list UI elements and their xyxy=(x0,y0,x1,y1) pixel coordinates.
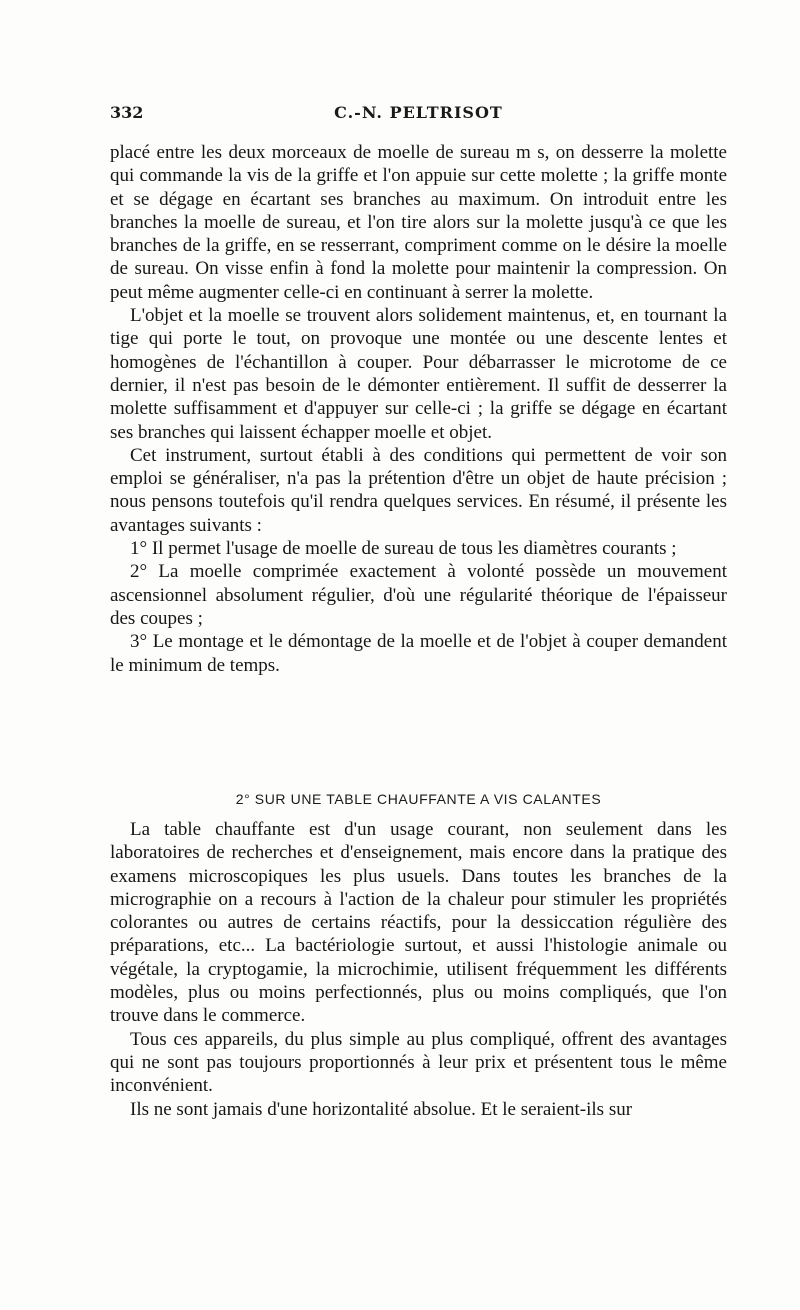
paragraph: Cet instrument, surtout établi à des conditions qui permettent de voir son emploi se généraliser, n'a pas la prétention d'être un objet de haute précision ; nous pensons toutefois qu'il rendra quelques services. En résumé, il présente les avantages suivants : xyxy=(110,444,727,536)
paragraph: Ils ne sont jamais d'une horizontalité absolue. Et le seraient-ils sur xyxy=(130,1098,633,1120)
section-title: 2° SUR UNE TABLE CHAUFFANTE A VIS CALANTES xyxy=(235,791,602,807)
page-header xyxy=(110,103,727,129)
list-item: 3° Le montage et le démontage de la moelle et de l'objet à couper demandent le minimum de temps. xyxy=(110,631,727,676)
list-item: 1° Il permet l'usage de moelle de sureau de tous les diamètres courants ; xyxy=(130,538,677,560)
section-two-body xyxy=(110,818,727,1121)
section-one-body xyxy=(110,141,727,677)
list-item: 2° La moelle comprimée exactement à volonté possède un mouvement ascensionnel absolument régulier, d'où une régularité théorique de l'épaisseur des coupes ; xyxy=(110,561,727,629)
paragraph: placé entre les deux morceaux de moelle de sureau m s, on desserre la molette qui commande la vis de la griffe et l'on appuie sur cette molette ; la griffe monte et se dégage en écartant ses branches au maximum. On introduit entre les branches la moelle de sureau, et l'on tire alors sur la molette jusqu'à ce que les branches de la griffe, en se resserrant, compriment comme on le désire la moelle de sureau. On visse enfin à fond la molette pour maintenir la compression. On peut même augmenter celle-ci en continuant à serrer la molette. xyxy=(110,142,727,303)
running-head: C.-N. PELTRISOT xyxy=(334,103,503,122)
paragraph: L'objet et la moelle se trouvent alors solidement maintenus, et, en tournant la tige qui porte le tout, on provoque une montée ou une descente lentes et homogènes de l'échantillon à couper. Pour débarrasser le microtome de ce dernier, il n'est pas besoin de le démonter entièrement. Il suffit de desserrer la molette suffisamment et d'appuyer sur celle-ci ; la griffe se dégage en écartant ses branches qui laissent échapper moelle et objet. xyxy=(110,305,727,443)
paragraph: La table chauffante est d'un usage courant, non seulement dans les laboratoires de recherches et d'enseignement, mais encore dans la pratique des examens microscopiques les plus usuels. Dans toutes les branches de la micrographie on a recours à l'action de la chaleur pour stimuler les propriétés colorantes ou autres de certains réactifs, pour la dessiccation régulière des préparations, etc... La bactériologie surtout, et aussi l'histologie animale ou végétale, la cryptogamie, la microchimie, utilisent fréquemment les différents modèles, plus ou moins perfectionnés, plus ou moins compliqués, que l'on trouve dans le commerce. xyxy=(110,819,727,1027)
paragraph: Tous ces appareils, du plus simple au plus compliqué, offrent des avantages qui ne sont pas toujours proportionnés à leur prix et présentent tous le même inconvénient. xyxy=(110,1028,727,1097)
page-number: 332 xyxy=(110,103,144,122)
